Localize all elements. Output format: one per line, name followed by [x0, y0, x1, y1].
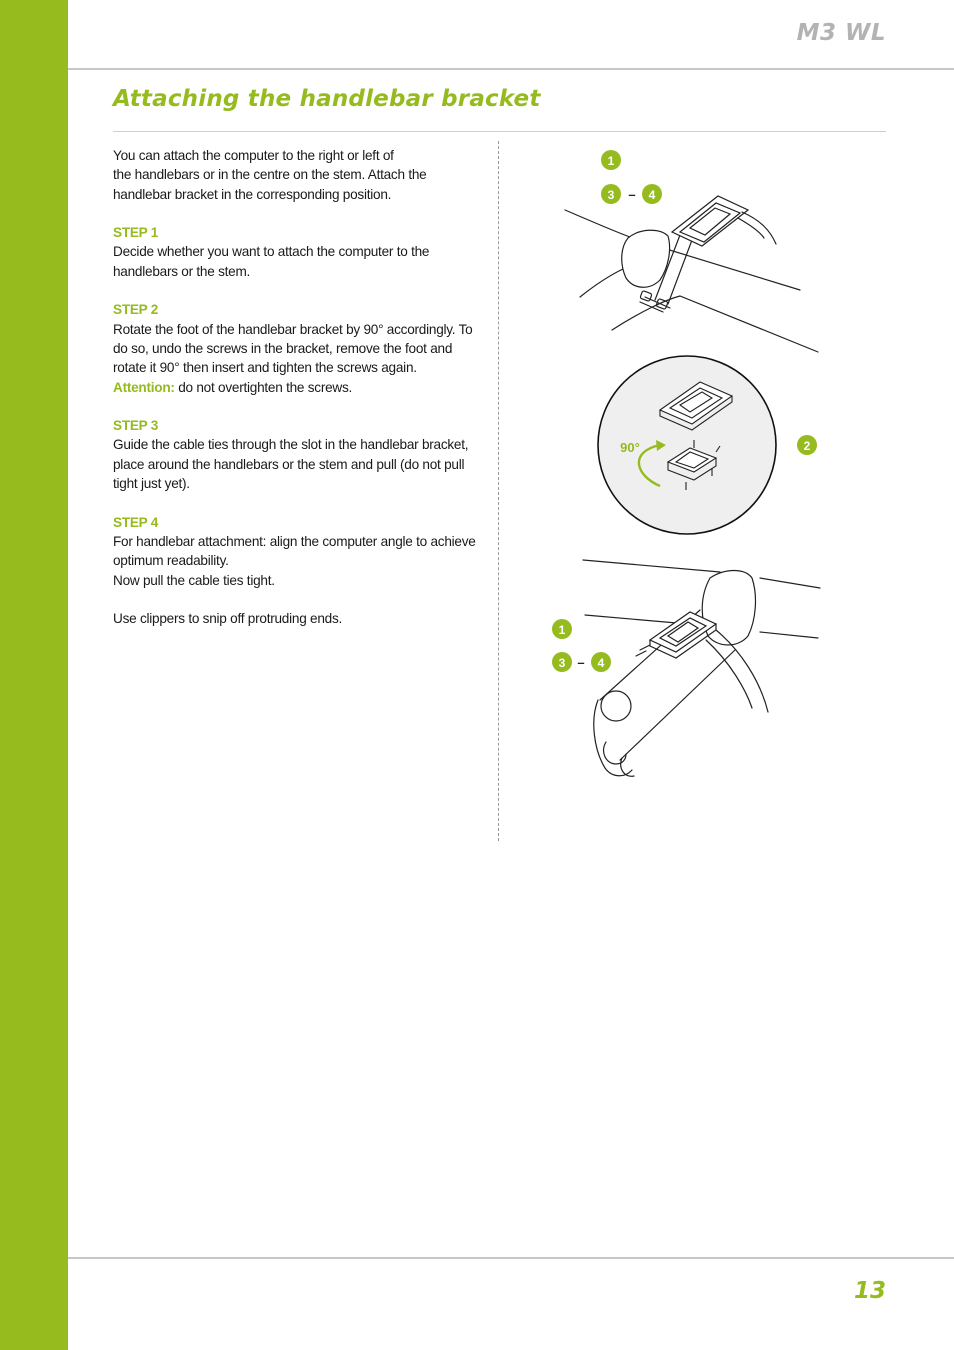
- step-3: [113, 416, 485, 493]
- title-divider: [113, 131, 886, 132]
- step-3-text: Guide the cable ties through the slot in the handlebar bracket, place around the handlebars or the stem and pull (do not pull tight just yet).: [113, 437, 469, 492]
- closing-note: Use clippers to snip off protruding ends.: [113, 611, 343, 627]
- bottom-step-badges: [552, 619, 611, 672]
- step-2-text: Rotate the foot of the handlebar bracket by 90° accordingly. To do so, undo the screws in the bracket, remove the foot and rotate it 90° then insert and tighten the screws again.: [113, 321, 473, 376]
- step-1: [113, 223, 485, 281]
- bottom-badge-1: 1: [558, 623, 566, 637]
- step-1-text: Decide whether you want to attach the computer to the handlebars or the stem.: [113, 244, 430, 279]
- top-dash: –: [628, 187, 636, 202]
- top-badge-4: 4: [648, 188, 656, 202]
- page-number: 13: [853, 1278, 886, 1304]
- intro-line-2: the handlebars or in the centre on the stem. Attach the handlebar bracket in the corresponding position.: [113, 167, 427, 202]
- page-title: Attaching the handlebar bracket: [113, 86, 541, 112]
- step-4: [113, 513, 485, 590]
- stem-mount-drawing: [583, 560, 820, 776]
- model-name: M3 WL: [796, 20, 886, 46]
- instructions-text: [113, 146, 485, 628]
- step-4-label: STEP 4: [113, 514, 159, 530]
- footer-rule: [68, 1257, 954, 1259]
- intro-paragraph: [113, 146, 485, 204]
- top-badge-1: 1: [607, 154, 615, 168]
- top-badge-3: 3: [607, 188, 615, 202]
- step-2: [113, 300, 485, 396]
- attention-label: Attention:: [113, 379, 175, 395]
- handlebar-mount-drawing: [565, 196, 818, 352]
- circle-badge-2: 2: [803, 439, 811, 453]
- top-step-badges: [601, 150, 662, 204]
- bottom-badge-4: 4: [597, 656, 605, 670]
- step-4-text-2: Now pull the cable ties tight.: [113, 572, 275, 588]
- mounting-illustration: [505, 140, 835, 790]
- bottom-dash: –: [577, 655, 585, 670]
- attention-text: do not overtighten the screws.: [174, 379, 353, 395]
- header-rule: [68, 68, 954, 70]
- column-divider: [498, 141, 499, 841]
- middle-step-badge: [797, 435, 817, 455]
- step-2-label: STEP 2: [113, 302, 159, 318]
- side-color-bar: [0, 0, 68, 1350]
- intro-line-1: You can attach the computer to the right or left of: [113, 148, 394, 163]
- step-1-label: STEP 1: [113, 225, 159, 241]
- step-4-text-1: For handlebar attachment: align the computer angle to achieve optimum readability.: [113, 533, 476, 569]
- step-3-label: STEP 3: [113, 418, 159, 434]
- rotation-angle-label: 90°: [620, 440, 640, 455]
- rotation-detail-drawing: [598, 356, 776, 534]
- bottom-badge-3: 3: [558, 656, 566, 670]
